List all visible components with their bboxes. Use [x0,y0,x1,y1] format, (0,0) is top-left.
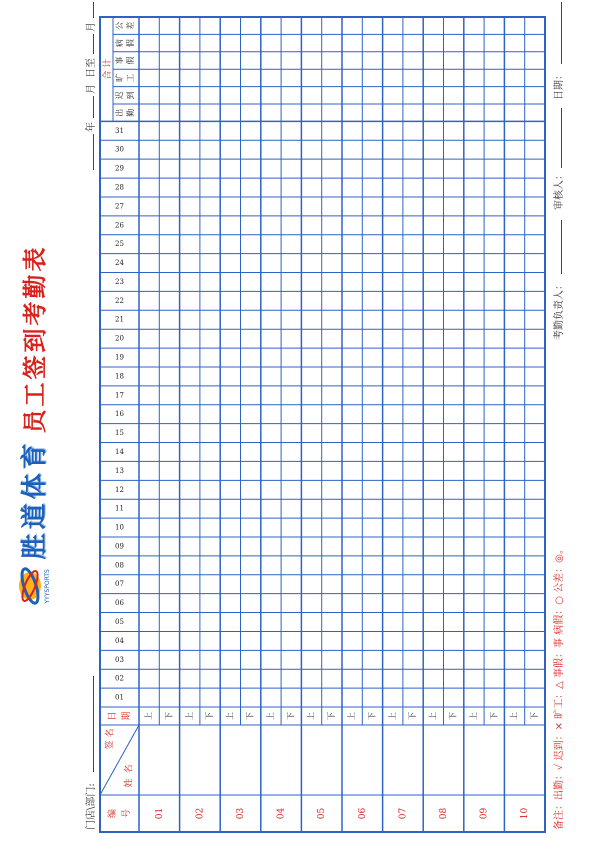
row-number: 03 [236,807,246,820]
stat-header: 病 [115,39,124,48]
day-header: 20 [115,334,124,343]
shift-label: 下 [326,712,336,720]
page-title: 员工签到考勤表 [21,244,49,434]
shift-label: 上 [428,712,438,720]
row-number: 08 [439,807,449,820]
row-number: 07 [398,807,409,820]
stat-header: 出 [115,108,124,117]
month-label-2: 月 [86,22,97,32]
day-header: 08 [115,561,124,570]
day-header: 16 [115,410,124,419]
reviewer-label: 审核人： [554,170,565,210]
stat-header: 差 [126,21,135,30]
day-header: 23 [115,277,124,286]
shift-label: 下 [489,712,499,720]
shift-label: 上 [144,712,154,720]
stat-header: 假 [126,56,135,65]
day-header: 31 [115,126,124,135]
reviewer-field[interactable] [561,108,562,168]
total-label: 合 计 [103,58,113,80]
stat-header: 勤 [126,108,135,117]
stat-header: 到 [126,91,135,100]
sign-label: 签 [105,740,116,750]
attendance-manager-field[interactable] [561,220,562,274]
day-header: 06 [115,599,124,608]
shift-label: 下 [367,712,377,720]
stat-header: 工 [126,73,135,82]
date-label: 日 [108,711,118,721]
day-header: 29 [115,164,124,173]
row-number: 09 [479,807,490,820]
no-label: 编 [108,808,118,819]
stat-header: 旷 [115,73,124,82]
day-header: 22 [115,296,124,305]
day-header: 26 [115,221,124,230]
logo-tag: YYYSPORTS [43,569,51,604]
row-number: 06 [357,807,368,820]
day-header: 01 [115,693,124,702]
footer [550,10,568,830]
no-label: 号 [122,808,132,819]
stat-header: 公 [115,21,124,30]
day-header: 04 [115,636,124,645]
day-header: 07 [115,580,124,589]
shift-label: 上 [468,712,478,720]
shift-label: 下 [529,712,539,720]
shift-label: 上 [184,712,194,720]
stat-header: 事 [115,56,124,65]
row-number: 05 [317,807,328,820]
shift-label: 上 [387,712,397,720]
row-number: 04 [276,807,287,820]
date-field[interactable] [561,2,562,64]
day-header: 28 [115,183,124,192]
day-header: 05 [115,617,124,626]
shift-label: 下 [286,712,296,720]
row-number: 02 [195,807,206,820]
month-label: 月 [86,84,97,94]
day-header: 30 [115,145,124,154]
sign-label: 名 [105,728,116,738]
day-header: 27 [115,202,124,211]
legend [550,544,565,830]
day-header: 03 [115,655,124,664]
shift-label: 上 [265,712,275,720]
shift-label: 下 [205,712,215,720]
date-label: 日期： [554,70,565,100]
day-header: 24 [115,259,124,268]
day-header: 14 [115,447,124,456]
legend-text: 备注：出勤：✓ 迟到：× 旷工：△ 事假：事 病假：○ 公差：◎。 [554,544,565,830]
day-header: 11 [115,504,124,513]
day-header: 02 [115,674,124,683]
store-label: 门店\部门: [86,783,97,830]
shift-label: 下 [408,712,418,720]
table-frame [100,17,545,832]
day-header: 10 [115,523,124,532]
row-number: 10 [520,807,531,820]
shift-label: 上 [306,712,316,720]
stat-header: 迟 [115,91,124,100]
row-number: 01 [154,807,165,820]
shift-label: 上 [225,712,235,720]
day-header: 18 [115,372,124,381]
name-label: 名 [124,764,135,774]
day-to-label: 日至 [86,58,97,78]
day-header: 15 [115,429,124,438]
date-label: 期 [122,711,132,721]
day-header: 19 [115,353,124,362]
day-header: 25 [115,240,124,249]
stat-header: 假 [126,39,135,48]
day-header: 17 [115,391,124,400]
year-label: 年 [86,122,97,132]
day-header: 12 [115,485,124,494]
shift-label: 上 [347,712,357,720]
day-header: 21 [115,315,124,324]
shift-label: 上 [509,712,519,720]
day-header: 13 [115,466,124,475]
day-header: 09 [115,542,124,551]
shift-label: 下 [164,712,174,720]
shift-label: 下 [448,712,458,720]
name-label: 姓 [124,778,135,788]
brand-name: 胜道体育 [20,439,50,560]
shift-label: 下 [245,712,255,720]
attendance-manager-label: 考勤负责人： [554,280,565,340]
